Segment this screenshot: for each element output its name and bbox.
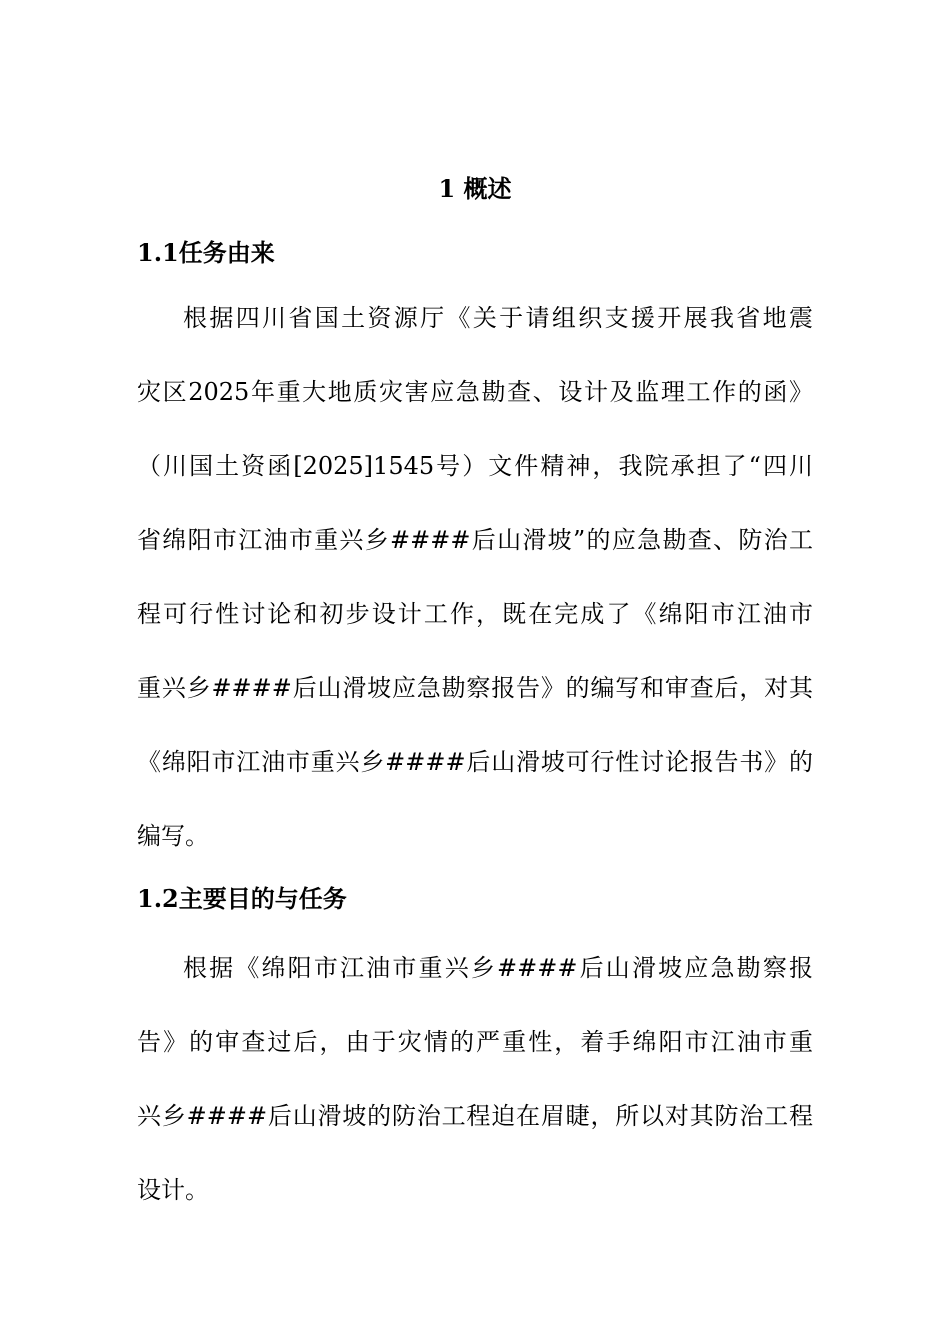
paragraph-line: 设计。	[137, 1176, 209, 1204]
paragraph-main-purpose	[137, 944, 813, 1240]
paragraph-line: 告》的审查过后，由于灾情的严重性，着手绵阳市江油市重	[137, 1028, 813, 1056]
paragraph-line: 根据《绵阳市江油市重兴乡####后山滑坡应急勘察报	[183, 954, 813, 982]
paragraph-line: 编写。	[137, 822, 209, 850]
section-heading-task-origin: 1.1任务由来	[137, 238, 275, 267]
paragraph-line: 重兴乡####后山滑坡应急勘察报告》的编写和审查后，对其	[137, 674, 813, 702]
section-heading-main-purpose: 1.2主要目的与任务	[137, 884, 347, 913]
paragraph-line: 《绵阳市江油市重兴乡####后山滑坡可行性讨论报告书》的	[137, 748, 813, 776]
paragraph-line: 灾区2025年重大地质灾害应急勘查、设计及监理工作的函》	[137, 378, 813, 406]
paragraph-line: 程可行性讨论和初步设计工作，既在完成了《绵阳市江油市	[137, 600, 813, 628]
paragraph-line: （川国土资函[2025]1545号）文件精神，我院承担了“四川	[137, 452, 813, 480]
paragraph-line: 根据四川省国土资源厅《关于请组织支援开展我省地震	[183, 304, 813, 332]
paragraph-line: 省绵阳市江油市重兴乡####后山滑坡”的应急勘查、防治工	[137, 526, 813, 554]
paragraph-task-origin	[137, 294, 813, 886]
paragraph-line: 兴乡####后山滑坡的防治工程迫在眉睫，所以对其防治工程	[137, 1102, 813, 1130]
chapter-title: 1 概述	[438, 174, 512, 203]
